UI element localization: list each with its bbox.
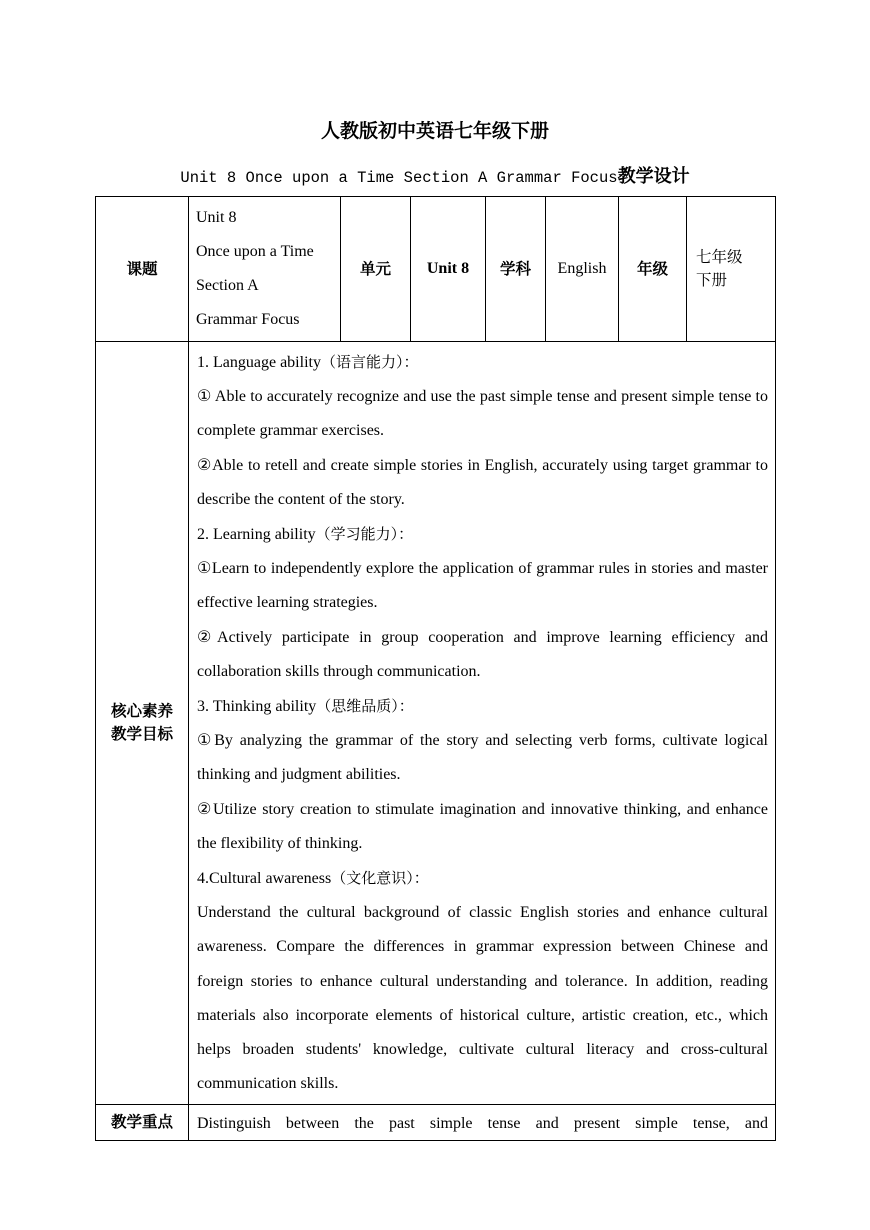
language-ability-item-1: ① Able to accurately recognize and use the past simple tense and present simple tense to complete grammar exercises. (197, 388, 768, 440)
topic-label: 课题 (96, 197, 189, 342)
cultural-awareness-item-1: Understand the cultural background of classic English stories and enhance cultural awareness. Compare the differences in grammar expression between Chinese and foreign stories to enhance cultural understanding and tolerance. In addition, reading materials also incorporate elements of historical culture, artistic creation, etc., which helps broaden students' knowledge, cultivate cultural literacy and cross-cultural communication skills. (197, 904, 768, 1093)
header-row (96, 197, 776, 342)
grade-label: 年级 (619, 197, 687, 342)
focus-text: Distinguish between the past simple tense and present simple tense, and (197, 1115, 768, 1133)
goals-label-line-2: 教学目标 (110, 725, 173, 744)
topic-line-3: Section A (196, 277, 259, 294)
document-subtitle (0, 162, 870, 188)
topic-line-1: Unit 8 (196, 209, 237, 226)
grade-value (687, 197, 776, 342)
subtitle-chinese: 教学设计 (617, 166, 690, 187)
grade-line-1: 七年级 (696, 248, 743, 266)
topic-line-2: Once upon a Time (196, 243, 314, 260)
grade-line-2: 下册 (696, 271, 728, 289)
cultural-awareness-heading: 4.Cultural awareness（文化意识）： (197, 869, 429, 888)
subject-value: English (546, 197, 619, 342)
focus-row (96, 1105, 776, 1141)
topic-line-4: Grammar Focus (196, 311, 300, 328)
lesson-plan-table (95, 196, 776, 1141)
thinking-ability-heading: 3. Thinking ability（思维品质）： (197, 697, 414, 716)
language-ability-item-2: ②Able to retell and create simple stories in English, accurately using target grammar to describe the content of the story. (197, 456, 768, 508)
focus-label: 教学重点 (96, 1105, 189, 1141)
unit-label: 单元 (341, 197, 411, 342)
unit-value: Unit 8 (411, 197, 486, 342)
goals-label-line-1: 核心素养 (110, 702, 173, 721)
learning-ability-heading: 2. Learning ability（学习能力）： (197, 525, 414, 544)
goals-row (96, 342, 776, 1105)
learning-ability-item-2: ②Actively participate in group cooperation and improve learning efficiency and collaboration skills through communication. (197, 628, 768, 680)
thinking-ability-item-1: ①By analyzing the grammar of the story and selecting verb forms, cultivate logical thinking and judgment abilities. (197, 732, 768, 784)
subtitle-english: Unit 8 Once upon a Time Section A Grammar Focus (180, 169, 618, 187)
language-ability-heading: 1. Language ability（语言能力）： (197, 353, 419, 371)
focus-content (189, 1105, 776, 1141)
topic-value (189, 197, 341, 342)
goals-label (96, 342, 189, 1105)
goals-content (189, 342, 776, 1105)
document-title: 人教版初中英语七年级下册 (320, 120, 549, 142)
learning-ability-item-1: ①Learn to independently explore the application of grammar rules in stories and master effective learning strategies. (197, 560, 768, 612)
thinking-ability-item-2: ②Utilize story creation to stimulate imagination and innovative thinking, and enhance the flexibility of thinking. (197, 800, 768, 852)
subject-label: 学科 (486, 197, 546, 342)
